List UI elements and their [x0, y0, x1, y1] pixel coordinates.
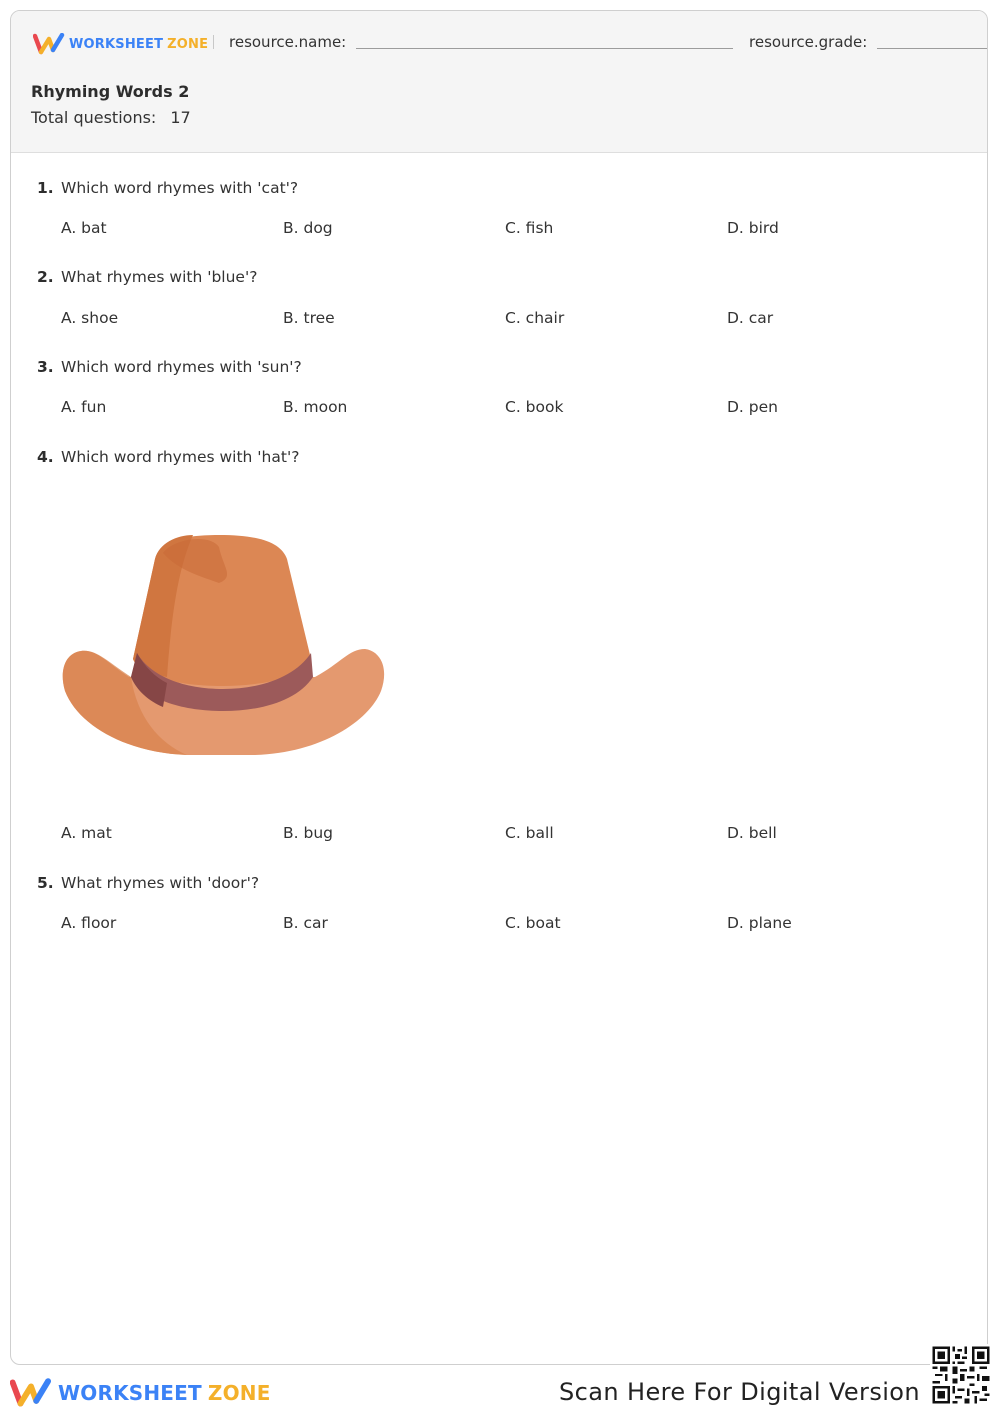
answer-option-b[interactable]: B. bug — [283, 824, 333, 842]
answer-option-c[interactable]: C. fish — [505, 219, 554, 237]
footer-brand-name — [58, 1381, 271, 1405]
worksheet-title: Rhyming Words 2 — [31, 82, 190, 101]
worksheet-zone-logo-icon — [33, 33, 65, 55]
question-number: 2. — [37, 268, 54, 286]
question-number: 5. — [37, 874, 54, 892]
question-number: 1. — [37, 179, 54, 197]
brand-word-worksheet: WORKSHEET — [69, 36, 164, 52]
answer-option-b[interactable]: B. car — [283, 914, 328, 932]
answer-option-d[interactable]: D. bell — [727, 824, 777, 842]
brand-word-worksheet: WORKSHEET — [58, 1381, 202, 1405]
question-text: What rhymes with 'blue'? — [61, 268, 258, 286]
answer-option-a[interactable]: A. bat — [61, 219, 107, 237]
worksheet-header — [11, 11, 987, 153]
question-text: Which word rhymes with 'cat'? — [61, 179, 299, 197]
answer-option-a[interactable]: A. mat — [61, 824, 112, 842]
footer-brand — [10, 1376, 271, 1410]
cowboy-hat-illustration — [59, 531, 385, 761]
question-text: What rhymes with 'door'? — [61, 874, 260, 892]
total-questions-value: 17 — [170, 108, 191, 127]
resource-name-label: resource.name: — [229, 33, 347, 51]
answer-option-a[interactable]: A. fun — [61, 398, 107, 416]
header-brand — [33, 31, 208, 57]
resource-name-line[interactable] — [356, 48, 733, 49]
answer-option-c[interactable]: C. book — [505, 398, 564, 416]
brand-name — [69, 37, 208, 52]
answer-option-b[interactable]: B. dog — [283, 219, 333, 237]
answer-option-a[interactable]: A. shoe — [61, 309, 119, 327]
answer-option-d[interactable]: D. plane — [727, 914, 792, 932]
resource-grade-line[interactable] — [877, 48, 988, 49]
question-number: 4. — [37, 448, 54, 466]
answer-option-c[interactable]: C. ball — [505, 824, 554, 842]
total-questions-label: Total questions: — [31, 108, 157, 127]
brand-word-zone: ZONE — [207, 1381, 271, 1405]
qr-code-icon[interactable] — [930, 1344, 992, 1406]
question-text: Which word rhymes with 'hat'? — [61, 448, 300, 466]
answer-option-d[interactable]: D. pen — [727, 398, 778, 416]
brand-word-zone: ZONE — [167, 36, 209, 52]
question-text: Which word rhymes with 'sun'? — [61, 358, 302, 376]
answer-option-a[interactable]: A. floor — [61, 914, 117, 932]
worksheet-sheet — [10, 10, 988, 1365]
worksheet-zone-logo-icon — [10, 1377, 52, 1409]
scan-prompt: Scan Here For Digital Version — [559, 1378, 920, 1406]
resource-grade-label: resource.grade: — [749, 33, 868, 51]
answer-option-b[interactable]: B. moon — [283, 398, 348, 416]
answer-option-d[interactable]: D. car — [727, 309, 774, 327]
total-questions — [31, 108, 191, 127]
header-divider — [213, 35, 214, 49]
answer-option-d[interactable]: D. bird — [727, 219, 779, 237]
question-number: 3. — [37, 358, 54, 376]
answer-option-c[interactable]: C. chair — [505, 309, 565, 327]
answer-option-b[interactable]: B. tree — [283, 309, 335, 327]
answer-option-c[interactable]: C. boat — [505, 914, 561, 932]
